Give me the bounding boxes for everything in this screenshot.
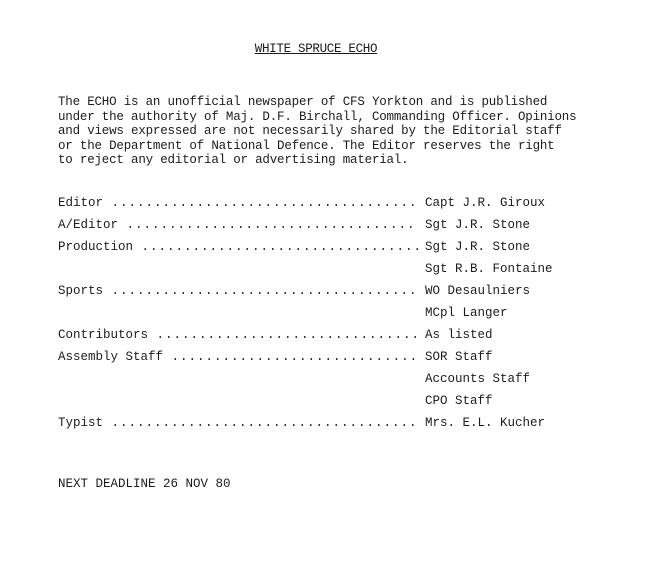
intro-line: to reject any editorial or advertising material.	[58, 153, 409, 167]
staff-role: Sports .....	[58, 284, 418, 298]
staff-name: Sgt J.R. Stone	[425, 218, 531, 232]
staff-row	[58, 394, 618, 416]
staff-row	[58, 306, 618, 328]
staff-role: Production .....	[58, 240, 418, 254]
staff-row	[58, 240, 618, 262]
intro-line: or the Department of National Defence. The Editor reserves the right	[58, 138, 555, 153]
staff-name: Sgt J.R. Stone	[425, 240, 531, 254]
intro-line: The ECHO is an unofficial newspaper of CFS Yorkton and is published	[58, 95, 548, 109]
staff-row	[58, 284, 618, 306]
staff-row	[58, 196, 618, 218]
staff-name: MCpl Langer	[425, 306, 508, 320]
staff-row	[58, 350, 618, 372]
staff-list	[58, 196, 618, 438]
staff-row	[58, 262, 618, 284]
staff-row	[58, 416, 618, 438]
staff-name: As listed	[425, 328, 493, 342]
staff-role: Assembly Staff .....	[58, 350, 418, 364]
staff-role: A/Editor .....	[58, 218, 418, 232]
intro-paragraph	[58, 95, 618, 168]
staff-row	[58, 218, 618, 240]
page-title: WHITE SPRUCE ECHO	[254, 42, 378, 56]
next-deadline: NEXT DEADLINE 26 NOV 80	[58, 477, 231, 491]
staff-name: Accounts Staff	[425, 372, 531, 386]
staff-name: WO Desaulniers	[425, 284, 531, 298]
staff-name: Mrs. E.L. Kucher	[425, 416, 546, 430]
staff-role: Typist .....	[58, 416, 418, 430]
staff-role: Contributors .....	[58, 328, 418, 342]
intro-line: and views expressed are not necessarily shared by the Editorial staff	[58, 124, 562, 138]
staff-name: Capt J.R. Giroux	[425, 196, 546, 210]
staff-row	[58, 372, 618, 394]
intro-line: under the authority of Maj. D.F. Birchall, Commanding Officer. Opinions	[58, 109, 577, 124]
staff-row	[58, 328, 618, 350]
staff-role: Editor .....	[58, 196, 418, 210]
staff-name: CPO Staff	[425, 394, 493, 408]
staff-name: SOR Staff	[425, 350, 493, 364]
staff-name: Sgt R.B. Fontaine	[425, 262, 553, 276]
